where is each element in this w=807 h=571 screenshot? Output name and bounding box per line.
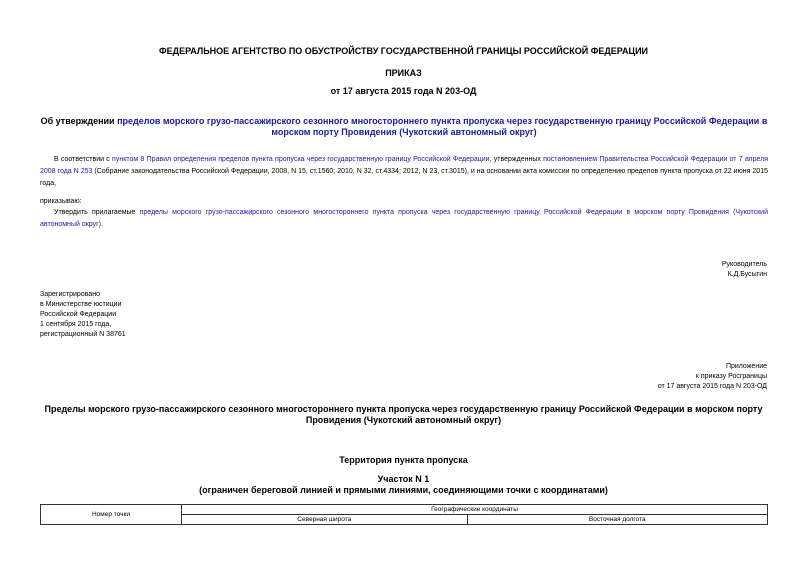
preamble-paragraph	[40, 154, 768, 190]
preamble-text-c: (Собрание законодательства Российской Федерации, 2008, N 15, ст.1560; 2010, N 32, ст.4334; 2012, N 23, ст.3015), и на основании акта комиссии по определению пределов пункта пропуска от 22 июня 2015 года,	[40, 168, 768, 187]
registration-line: в Министерстве юстиции	[40, 301, 122, 308]
registration-line: 1 сентября 2015 года,	[40, 321, 112, 328]
col-lat-header: Северная широта	[182, 515, 468, 525]
limits-link[interactable]: пределы морского грузо-пассажирского сезонного многостороннего пункта пропуска через государственную границу Российской Федерации в морском порту Провидения (Чукотский автономный округ)	[40, 209, 768, 228]
approve-paragraph	[40, 207, 768, 231]
section-title: Участок N 1	[377, 474, 430, 484]
appendix-title-line: Пределы морского грузо-пассажирского сезонного многостороннего пункта пропуска через государственную границу Российской Федерации в морском порту	[44, 404, 763, 414]
col-point-header: Номер точки	[41, 505, 182, 525]
appendix-line: от 17 августа 2015 года N 203-ОД	[657, 383, 767, 390]
territory-heading: Территория пункта пропуска	[339, 455, 468, 465]
signature-name: К.Д.Бусыгин	[727, 271, 767, 278]
title-link[interactable]: пределов морского грузо-пассажирского сезонного многостороннего пункта пропуска через государственную границу Российской Федерации в морском порту Провидения (Чукотский автономный округ)	[117, 116, 768, 137]
registration-line: Российской Федерации	[40, 311, 117, 318]
doc-type: ПРИКАЗ	[385, 68, 422, 78]
registration-line: Зарегистрировано	[40, 291, 100, 298]
order-word: приказываю:	[40, 198, 82, 205]
title-prefix: Об утверждении	[40, 116, 118, 126]
appendix-title	[0, 404, 807, 426]
coordinates-table	[40, 504, 768, 525]
approve-text-b: .	[100, 221, 103, 228]
col-lon-header: Восточная долгота	[467, 515, 767, 525]
order-title	[40, 116, 768, 138]
col-geo-header: Географические координаты	[182, 505, 768, 515]
appendix-line: Приложение	[725, 363, 767, 370]
signature-role: Руководитель	[721, 261, 767, 268]
signature-block	[722, 260, 767, 280]
registration-block	[40, 290, 126, 340]
appendix-block	[658, 362, 767, 392]
appendix-line: к приказу Росграницы	[695, 373, 767, 380]
registration-line: регистрационный N 38761	[40, 331, 126, 338]
doc-date-number: от 17 августа 2015 года N 203-ОД	[330, 86, 477, 96]
agency-name: ФЕДЕРАЛЬНОЕ АГЕНТСТВО ПО ОБУСТРОЙСТВУ ГОСУДАРСТВЕННОЙ ГРАНИЦЫ РОССИЙСКОЙ ФЕДЕРАЦИИ	[158, 46, 649, 56]
appendix-title-line: Провидения (Чукотский автономный округ)	[305, 415, 502, 425]
rules-link[interactable]: пунктом 8 Правил определения пределов пункта пропуска через государственную границу Российской Федерации	[112, 156, 490, 163]
section-heading	[0, 474, 807, 496]
section-subtitle: (ограничен береговой линией и прямыми линиями, соединяющими точки с координатами)	[199, 485, 608, 495]
decree-link[interactable]: постановлением Правительства Российской Федерации от 7 апреля 2008 года N 253	[40, 156, 769, 175]
preamble-text-b: , утвержденных	[489, 156, 544, 163]
approve-text-a: Утвердить прилагаемые	[54, 209, 140, 216]
preamble-text-a: В соответствии с	[54, 156, 113, 163]
